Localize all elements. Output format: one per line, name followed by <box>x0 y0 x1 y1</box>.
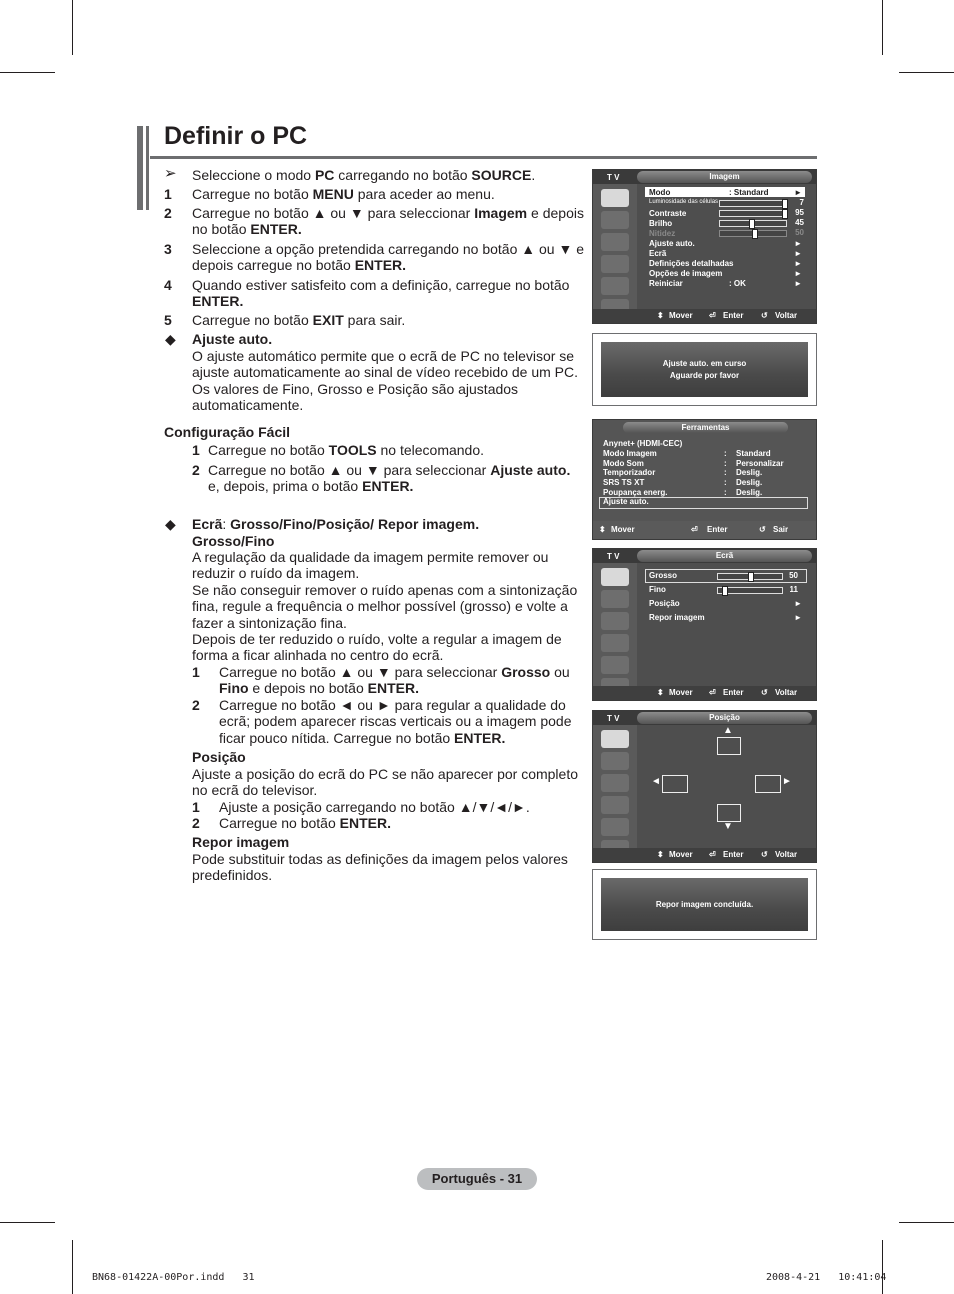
page-number: Português - 31 <box>417 1168 537 1190</box>
setup-icon[interactable] <box>601 634 629 652</box>
step-number: 2 <box>192 697 200 713</box>
setup-icon[interactable] <box>601 796 629 814</box>
ajuste-paragraph: O ajuste automático permite que o ecrã de PC no televisor se ajuste automaticamente ao sinal de vídeo recebido de um PC. Os valores de Fino, Grosso e Posição são ajustados automaticamente. <box>192 348 579 414</box>
step-number: 2 <box>192 815 200 831</box>
menu-title: Imagem <box>637 171 812 183</box>
position-left-box[interactable] <box>662 775 688 793</box>
setup-icon[interactable] <box>601 255 629 273</box>
return-icon: ↺ <box>761 311 768 320</box>
step-number: 1 <box>192 664 200 680</box>
crop-mark <box>882 1240 883 1294</box>
step-text: Carregue no botão MENU para aceder ao menu. <box>192 186 495 202</box>
menu-row-fino[interactable]: Fino <box>649 585 666 594</box>
enter-icon: ⏎ <box>709 850 716 859</box>
picture-icon[interactable] <box>601 189 629 207</box>
menu-sidebar <box>593 563 637 686</box>
slider-knob <box>752 229 758 239</box>
move-icon: ⬍ <box>599 525 606 534</box>
tools-row[interactable]: SRS TS XT <box>603 478 645 487</box>
grosso-fino-heading: Grosso/Fino <box>192 533 275 549</box>
menu-sidebar <box>593 184 637 309</box>
menu-footer: ⬍ Mover ⏎ Enter ↺ Voltar <box>593 309 816 323</box>
sound-icon[interactable] <box>601 752 629 770</box>
menu-row-definicoes[interactable]: Definições detalhadas <box>649 259 734 268</box>
slider-brightness[interactable] <box>719 220 787 227</box>
grosso-fino-paragraph: A regulação da qualidade da imagem permite remover ou reduzir o ruído da imagem. Se não conseguir remover o ruído apenas com a sintonização fina, regule a frequência o melhor possível (grosso) e volte a fazer a sintonização fina. Depois de ter reduzido o ruído, volte a regular a imagem de forma a ficar alinhada no centro do ecrã. <box>192 549 578 664</box>
tv-menu-ecra: T V Ecrã Grosso 50 Fino 11 Posição ► Repor imagem ► ⬍ Mover ⏎ Enter ↺ Voltar <box>592 548 817 701</box>
tools-row-selected[interactable]: Ajuste auto. <box>603 497 649 506</box>
grosso-step-1: Carregue no botão ▲ ou ▼ para seleccionar Grosso ou Fino e depois no botão ENTER. <box>219 664 570 697</box>
config-step-2: Carregue no botão ▲ ou ▼ para seleccionar Ajuste auto. e, depois, prima o botão ENTER. <box>208 462 571 495</box>
step-number: 1 <box>192 442 200 458</box>
channel-icon[interactable] <box>601 612 629 630</box>
input-icon[interactable] <box>601 818 629 836</box>
title-bar-decoration <box>137 126 143 210</box>
slider-knob <box>749 219 755 229</box>
step-number: 4 <box>164 277 172 293</box>
crop-mark <box>0 1222 55 1223</box>
popup-ajuste-auto: Ajuste auto. em curso Aguarde por favor <box>592 333 817 406</box>
position-right-box[interactable] <box>755 775 781 793</box>
bullet-diamond-icon: ◆ <box>165 516 176 532</box>
menu-title: Ecrã <box>637 550 812 562</box>
position-down-box[interactable] <box>717 804 741 822</box>
popup-repor-imagem: Repor imagem concluída. <box>592 869 817 940</box>
intro-arrow-icon: ➢ <box>164 165 177 182</box>
menu-row-reiniciar[interactable]: Reiniciar : OK <box>649 279 746 288</box>
slider-contrast[interactable] <box>719 210 787 217</box>
menu-row-opcoes[interactable]: Opções de imagem <box>649 269 723 278</box>
enter-icon: ⏎ <box>709 688 716 697</box>
menu-row-luminosidade[interactable]: Luminosidade das células <box>649 199 719 205</box>
repor-paragraph: Pode substituir todas as definições da imagem pelos valores predefinidos. <box>192 851 568 884</box>
step-number: 1 <box>192 799 200 815</box>
tools-row[interactable]: Temporizador <box>603 468 656 477</box>
tools-row[interactable]: Modo Imagem <box>603 449 657 458</box>
tv-menu-imagem: T V Imagem Modo : Standard ► Luminosidade das células 7 Contraste 95 Brilho 45 Nitidez 50 Ajuste auto. ► Ecrã ► Definições detalhadas ► Opções de imagem ► Reiniciar : OK ► ⬍ Mover ⏎ Enter ↺ Voltar <box>592 169 817 324</box>
step-number: 3 <box>164 241 172 257</box>
return-icon: ↺ <box>761 850 768 859</box>
step-number: 5 <box>164 312 172 328</box>
crop-mark <box>899 72 954 73</box>
step-text: Carregue no botão EXIT para sair. <box>192 312 406 328</box>
channel-icon[interactable] <box>601 233 629 251</box>
menu-sidebar <box>593 725 637 848</box>
right-arrow-icon: ► <box>782 776 792 787</box>
bullet-diamond-icon: ◆ <box>165 331 176 347</box>
tv-menu-posicao <box>592 710 817 863</box>
menu-row-ecra[interactable]: Ecrã <box>649 249 667 258</box>
tv-label: T V <box>607 173 620 182</box>
crop-mark <box>0 72 55 73</box>
crop-mark <box>882 0 883 55</box>
posicao-step-2: Carregue no botão ENTER. <box>219 815 391 831</box>
page-title: Definir o PC <box>164 122 308 150</box>
title-rule <box>150 156 817 159</box>
step-number: 2 <box>192 462 200 478</box>
left-arrow-icon: ◄ <box>651 776 661 787</box>
down-arrow-icon: ▼ <box>723 821 733 832</box>
step-text: Seleccione a opção pretendida carregando no botão ▲ ou ▼ e depois carregue no botão ENTER. <box>192 241 584 274</box>
step-number: 1 <box>164 186 172 202</box>
step-text: Quando estiver satisfeito com a definição, carregue no botão ENTER. <box>192 277 570 310</box>
slider-knob <box>782 209 788 219</box>
slider-knob <box>722 586 728 596</box>
picture-icon[interactable] <box>601 568 629 586</box>
position-up-box[interactable] <box>717 737 741 755</box>
tv-label: T V <box>607 552 620 561</box>
posicao-paragraph: Ajuste a posição do ecrã do PC se não aparecer por completo no ecrã do televisor. <box>192 766 579 799</box>
menu-footer: ⬍ Mover ⏎ Enter ↺ Voltar <box>593 848 816 862</box>
return-icon: ↺ <box>761 688 768 697</box>
crop-mark <box>72 1240 73 1294</box>
ajuste-heading: Ajuste auto. <box>192 331 273 347</box>
enter-icon: ⏎ <box>691 525 698 534</box>
slider-fino[interactable] <box>717 587 783 594</box>
menu-row-modo[interactable]: Modo : Standard <box>649 188 769 197</box>
menu-title: Posição <box>637 712 812 724</box>
menu-footer: ⬍ Mover ⏎ Enter ↺ Sair <box>593 521 816 539</box>
config-heading: Configuração Fácil <box>164 424 291 440</box>
menu-footer: ⬍ Mover ⏎ Enter ↺ Voltar <box>593 686 816 700</box>
tools-menu: Ferramentas Anynet+ (HDMI-CEC) Modo Imagem : Standard Modo Som : Personalizar Temporizador : Deslig. SRS TS XT : Deslig. Poupança energ. : Deslig. Ajuste auto. ⬍ Mover ⏎ Enter ↺ Sair <box>592 419 817 540</box>
slider-grosso[interactable] <box>717 573 783 580</box>
slider-knob <box>782 199 788 209</box>
enter-icon: ⏎ <box>709 311 716 320</box>
crop-mark <box>899 1222 954 1223</box>
menu-row-grosso[interactable]: Grosso <box>649 571 678 580</box>
slug-right: 2008-4-21 10:41:04 <box>766 1272 887 1283</box>
sound-icon[interactable] <box>601 590 629 608</box>
grosso-step-2: Carregue no botão ◄ ou ► para regular a qualidade do ecrã; podem aparecer riscas verticais ou a imagem pode ficar pouco nítida. Carregue no botão ENTER. <box>219 697 572 746</box>
move-icon: ⬍ <box>657 850 664 859</box>
picture-icon[interactable] <box>601 730 629 748</box>
title-bar-decoration <box>146 126 149 210</box>
sound-icon[interactable] <box>601 211 629 229</box>
crop-mark <box>72 0 73 55</box>
up-arrow-icon: ▲ <box>723 725 733 736</box>
input-icon[interactable] <box>601 656 629 674</box>
return-icon: ↺ <box>759 525 766 534</box>
posicao-heading: Posição <box>192 749 246 765</box>
slug-left: BN68-01422A-00Por.indd 31 <box>92 1272 255 1283</box>
posicao-step-1: Ajuste a posição carregando no botão ▲/▼/◄/►. <box>219 799 530 815</box>
menu-row-repor[interactable]: Repor imagem <box>649 613 705 622</box>
menu-title: Ferramentas <box>623 422 788 433</box>
tv-label: T V <box>607 714 620 723</box>
channel-icon[interactable] <box>601 774 629 792</box>
menu-row-posicao[interactable]: Posição <box>649 599 680 608</box>
tools-row[interactable]: Anynet+ (HDMI-CEC) <box>603 439 683 448</box>
tools-row[interactable]: Poupança energ. <box>603 488 668 497</box>
menu-row-nitidez[interactable]: Nitidez <box>649 229 676 238</box>
menu-row-contraste[interactable]: Contraste <box>649 209 687 218</box>
menu-row-brilho[interactable]: Brilho <box>649 219 673 228</box>
ecra-heading: Ecrã: Grosso/Fino/Posição/ Repor imagem. <box>192 516 480 532</box>
input-icon[interactable] <box>601 277 629 295</box>
tools-row[interactable]: Modo Som <box>603 459 644 468</box>
step-text: Carregue no botão ▲ ou ▼ para seleccionar Imagem e depois no botão ENTER. <box>192 205 584 238</box>
step-number: 2 <box>164 205 172 221</box>
slider-sharpness[interactable] <box>719 230 787 237</box>
repor-heading: Repor imagem <box>192 834 290 850</box>
intro-text: Seleccione o modo PC carregando no botão SOURCE. <box>192 167 536 183</box>
move-icon: ⬍ <box>657 688 664 697</box>
slider-cells[interactable] <box>719 200 787 207</box>
move-icon: ⬍ <box>657 311 664 320</box>
slider-knob <box>748 572 754 582</box>
config-step-1: Carregue no botão TOOLS no telecomando. <box>208 442 485 458</box>
menu-row-ajuste-auto[interactable]: Ajuste auto. <box>649 239 695 248</box>
